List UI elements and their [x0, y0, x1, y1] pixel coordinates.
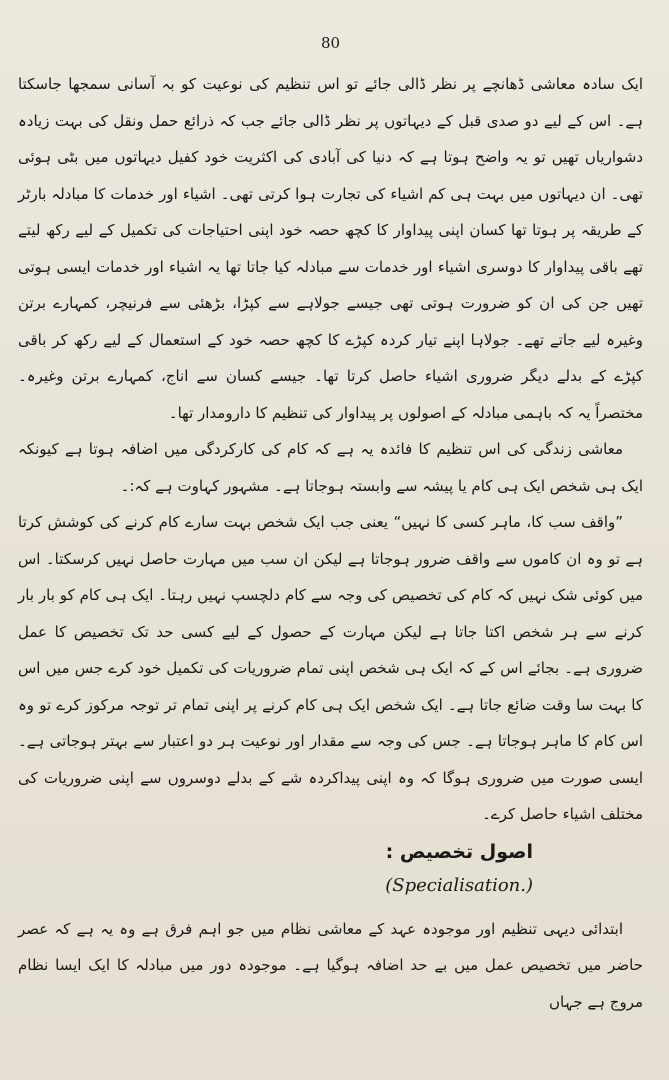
- section-heading-english: (Specialisation.): [385, 874, 533, 896]
- paragraph-efficiency: معاشی زندگی کی اس تنظیم کا فائدہ یہ ہے کہ کام کی کارکردگی میں اضافہ ہوتا ہے کیونکہ ایک ہی شخص ایک ہی کام یا پیشہ سے وابستہ ہوجاتا ہے۔ مشہور کہاوت ہے کہ:۔: [18, 440, 643, 495]
- section-heading-urdu: اصول تخصیص :: [385, 840, 533, 863]
- page-number: 80: [320, 34, 341, 52]
- body-text: [18, 66, 643, 833]
- paragraph-proverb: ”واقف سب کا، ماہر کسی کا نہیں“ یعنی جب ایک شخص بہت سارے کام کرنے کی کوشش کرتا ہے تو وہ ان کاموں سے واقف ضرور ہوجاتا ہے لیکن ان سب میں مہارت حاصل نہیں کرسکتا۔ اس میں کوئی شک نہیں کہ کام کی تخصیص کی وجہ سے کام دلچسپ نہیں رہتا۔ ایک ہی کام کو بار بار کرنے سے ہر شخص اکتا جاتا ہے لیکن مہارت کے حصول کے لیے کسی حد تک تخصیص کا عمل ضروری ہے۔ بجائے اس کے کہ ایک ہی شخص اپنی تمام ضروریات کی تکمیل خود کرے جس میں اس کا بہت سا وقت ضائع جاتا ہے۔ ایک شخص ایک ہی کام کرنے پر اپنی تمام تر توجہ مرکوز کرے تو وہ اس کام کا ماہر ہوجاتا ہے۔ جس کی وجہ سے مقدار اور نوعیت ہر دو اعتبار سے بہتر ہوجاتی ہے۔ ایسی صورت میں ضروری ہوگا کہ وہ اپنی پیداکردہ شے کے بدلے دوسروں سے اپنی ضروریات کی مختلف اشیاء حاصل کرے۔: [18, 513, 643, 823]
- paragraph-specialisation: ابتدائی دیہی تنظیم اور موجودہ عہد کے معاشی نظام میں جو اہم فرق ہے وہ یہ ہے کہ عصر حاضر میں تخصیص عمل میں بے حد اضافہ ہوگیا ہے۔ موجودہ دور میں مبادلہ کا ایک ایسا نظام مروج ہے جہاں: [18, 919, 643, 1011]
- paragraph-village-economy: ایک سادہ معاشی ڈھانچے پر نظر ڈالی جائے تو اس تنظیم کی نوعیت کو بہ آسانی سمجھا جاسکتا ہے۔ اس کے لیے دو صدی قبل کے دیہاتوں پر نظر ڈالی جائے جب کہ ذرائع حمل ونقل کی بہت زیادہ دشواریاں تھیں تو یہ واضح ہوتا ہے کہ دنیا کی آبادی کی اکثریت خود کفیل دیہاتوں میں بٹی ہوئی تھی۔ ان دیہاتوں میں بہت ہی کم اشیاء کی تجارت ہوا کرتی تھی۔ اشیاء اور خدمات کا مبادلہ بارٹر کے طریقہ پر ہوتا تھا کسان اپنی پیداوار کا کچھ حصہ خود اپنی احتیاجات کی تکمیل کے لیے رکھ لیتے تھے باقی پیداوار کا دوسری اشیاء اور خدمات سے مبادلہ کیا جاتا تھا یہ اشیاء اور خدمات ایسی ہوتی تھیں جن کی ان کو ضرورت ہوتی تھی جیسے جولاہے سے کپڑا، بڑھئی سے فرنیچر، کمہارے برتن وغیرہ لیے جاتے تھے۔ جولاہا اپنے تیار کردہ کپڑے کا کچھ حصہ خود کے استعمال کے لیے رکھ کر باقی کپڑے کے بدلے دیگر ضروری اشیاء حاصل کرتا تھا۔ جیسے کسان سے اناج، کمہارے برتن وغیرہ۔ مختصراً یہ کہ باہمی مبادلہ کے اصولوں پر پیداوار کی تنظیم کا دارومدار تھا۔: [18, 75, 643, 422]
- body-text-continued: [18, 911, 643, 1021]
